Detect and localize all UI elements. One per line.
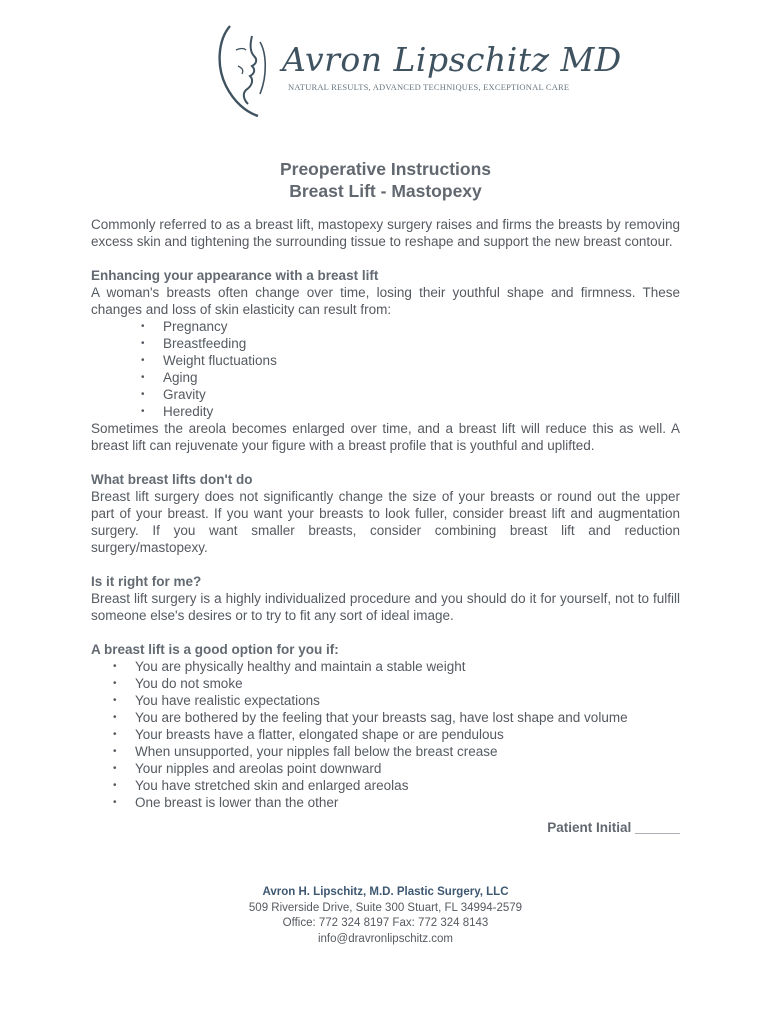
footer-phone: Office: 772 324 8197 Fax: 772 324 8143 bbox=[282, 917, 489, 929]
causes-list bbox=[91, 318, 680, 420]
footer-company: Avron H. Lipschitz, M.D. Plastic Surgery, LLC bbox=[262, 886, 509, 898]
footer-address: 509 Riverside Drive, Suite 300 Stuart, FL 34994-2579 bbox=[248, 901, 523, 914]
list-item: • You are bothered by the feeling that your breasts sag, have lost shape and volume bbox=[91, 709, 680, 726]
title-line-1: Preoperative Instructions bbox=[279, 159, 492, 179]
areola-paragraph: Sometimes the areola becomes enlarged over time, and a breast lift will reduce this as well. A breast lift can rejuvenate your figure with a breast profile that is youthful and uplifted. bbox=[91, 421, 680, 453]
page-title bbox=[91, 158, 680, 202]
face-profile-logo-icon bbox=[216, 22, 278, 122]
list-item: • Breastfeeding bbox=[91, 335, 680, 352]
list-item: • Your nipples and areolas point downward bbox=[91, 760, 680, 777]
intro-paragraph: Commonly referred to as a breast lift, mastopexy surgery raises and firms the breasts by removing excess skin and tightening the surrounding tissue to reshape and support the new breast contour. bbox=[91, 217, 680, 249]
list-item: • Pregnancy bbox=[91, 318, 680, 335]
document-body bbox=[91, 158, 680, 836]
logo-name: Avron Lipschitz MD bbox=[282, 40, 622, 79]
enhancing-paragraph: A woman's breasts often change over time, losing their youthful shape and firmness. These changes and loss of skin elasticity can result from: bbox=[91, 285, 680, 317]
list-item: • Your breasts have a flatter, elongated shape or are pendulous bbox=[91, 726, 680, 743]
list-item: • Aging bbox=[91, 369, 680, 386]
title-line-2: Breast Lift - Mastopexy bbox=[289, 181, 482, 201]
right-paragraph: Breast lift surgery is a highly individualized procedure and you should do it for yourself, not to fulfill someone else's desires or to try to fit any sort of ideal image. bbox=[91, 591, 680, 623]
dont-paragraph: Breast lift surgery does not significantly change the size of your breasts or round out the upper part of your breast. If you want your breasts to look fuller, consider breast lift and augmentation surgery. If you want smaller breasts, consider combining breast lift and reduction surgery/mastopexy. bbox=[91, 489, 680, 555]
logo bbox=[216, 22, 622, 122]
option-heading: A breast lift is a good option for you if: bbox=[91, 642, 339, 657]
footer bbox=[91, 885, 680, 947]
option-list bbox=[91, 658, 680, 811]
logo-tagline: NATURAL RESULTS, ADVANCED TECHNIQUES, EXCEPTIONAL CARE bbox=[288, 82, 570, 92]
list-item: • You have realistic expectations bbox=[91, 692, 680, 709]
list-item: • You do not smoke bbox=[91, 675, 680, 692]
list-item: • When unsupported, your nipples fall below the breast crease bbox=[91, 743, 680, 760]
right-heading: Is it right for me? bbox=[91, 574, 202, 589]
list-item: • Gravity bbox=[91, 386, 680, 403]
list-item: • Weight fluctuations bbox=[91, 352, 680, 369]
list-item: • You are physically healthy and maintain a stable weight bbox=[91, 658, 680, 675]
list-item: • You have stretched skin and enlarged areolas bbox=[91, 777, 680, 794]
patient-initial: Patient Initial ______ bbox=[547, 820, 680, 835]
enhancing-heading: Enhancing your appearance with a breast lift bbox=[91, 268, 379, 283]
list-item: • One breast is lower than the other bbox=[91, 794, 680, 811]
dont-heading: What breast lifts don't do bbox=[91, 472, 253, 487]
footer-email[interactable]: info@dravronlipschitz.com bbox=[317, 932, 454, 945]
list-item: • Heredity bbox=[91, 403, 680, 420]
